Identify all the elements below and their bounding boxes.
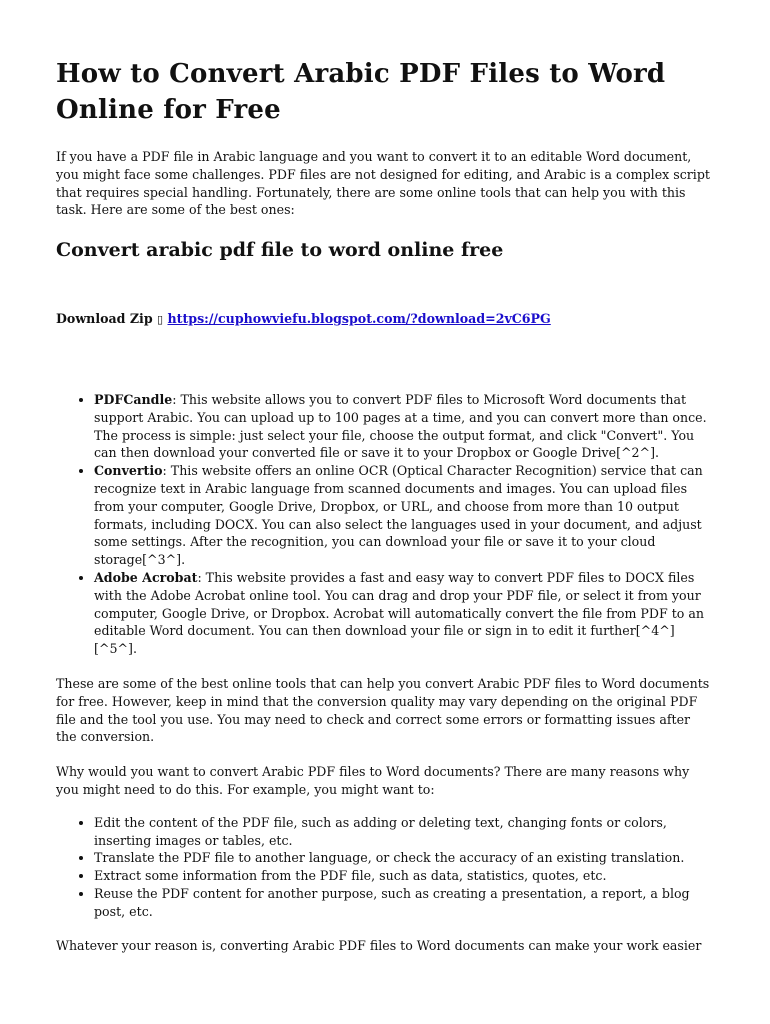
list-item xyxy=(94,462,714,569)
after-tools-paragraph: These are some of the best online tools that can help you convert Arabic PDF files to Word documents for free. However, keep in mind that the conversion quality may vary depending on the original PDF file and the tool you use. You may need to check and correct some errors or formatting issues after the conversion. xyxy=(56,675,710,745)
reasons-list xyxy=(56,814,714,921)
download-label: Download Zip xyxy=(56,311,153,327)
tools-list xyxy=(56,391,714,658)
tool-name: Adobe Acrobat xyxy=(94,569,198,585)
tool-description: : This website offers an online OCR (Optical Character Recognition) service that can recognize text in Arabic language from scanned documents and images. You can upload files from your computer, Google Drive, Dropbox, or URL, and choose from more than 10 output formats, including DOCX. You can also select the languages used in your document, and adjust some settings. After the recognition, you can download your file or save it to your cloud storage[^3^]. xyxy=(94,463,703,568)
list-item: • Translate the PDF file to another language, or check the accuracy of an existing translation. xyxy=(94,849,714,867)
closing-line: Whatever your reason is, converting Arabic PDF files to Word documents can make your work easier xyxy=(56,937,702,953)
page-title: How to Convert Arabic PDF Files to Word Online for Free xyxy=(56,59,666,125)
list-item xyxy=(94,569,714,658)
download-line xyxy=(56,310,714,329)
list-item: • Reuse the PDF content for another purpose, such as creating a presentation, a report, a blog post, etc. xyxy=(94,885,714,921)
subheading: Convert arabic pdf file to word online free xyxy=(56,239,504,262)
download-link[interactable]: https://cuphowviefu.blogspot.com/?download=2vC6PG xyxy=(167,311,551,327)
list-item: • Edit the content of the PDF file, such as adding or deleting text, changing fonts or colors, inserting images or tables, etc. xyxy=(94,814,714,850)
list-item: • Extract some information from the PDF file, such as data, statistics, quotes, etc. xyxy=(94,867,714,885)
list-item xyxy=(94,391,714,462)
tool-name: PDFCandle xyxy=(94,391,173,407)
tool-name: Convertio xyxy=(94,463,163,479)
tool-description: : This website allows you to convert PDF files to Microsoft Word documents that support Arabic. You can upload up to 100 pages at a time, and you can convert more than once. The process is simple: just select your file, choose the output format, and click "Convert". You can then download your converted file or save it to your Dropbox or Google Drive[^2^]. xyxy=(94,391,707,461)
intro-paragraph: If you have a PDF file in Arabic language and you want to convert it to an editable Word document, you might face some challenges. PDF files are not designed for editing, and Arabic is a complex script that requires special handling. Fortunately, there are some online tools that can help you with this task. Here are some of the best ones: xyxy=(56,149,710,218)
missing-glyph-icon: ▯ xyxy=(157,313,164,327)
why-paragraph: Why would you want to convert Arabic PDF files to Word documents? There are many reasons why you might need to do this. For example, you might want to: xyxy=(56,764,690,797)
tool-description: : This website provides a fast and easy way to convert PDF files to DOCX files with the Adobe Acrobat online tool. You can drag and drop your PDF file, or select it from your computer, Google Drive, or Dropbox. Acrobat will automatically convert the file from PDF to an editable Word document. You can then download your file or sign in to edit it further[^4^][^5^]. xyxy=(94,569,704,657)
